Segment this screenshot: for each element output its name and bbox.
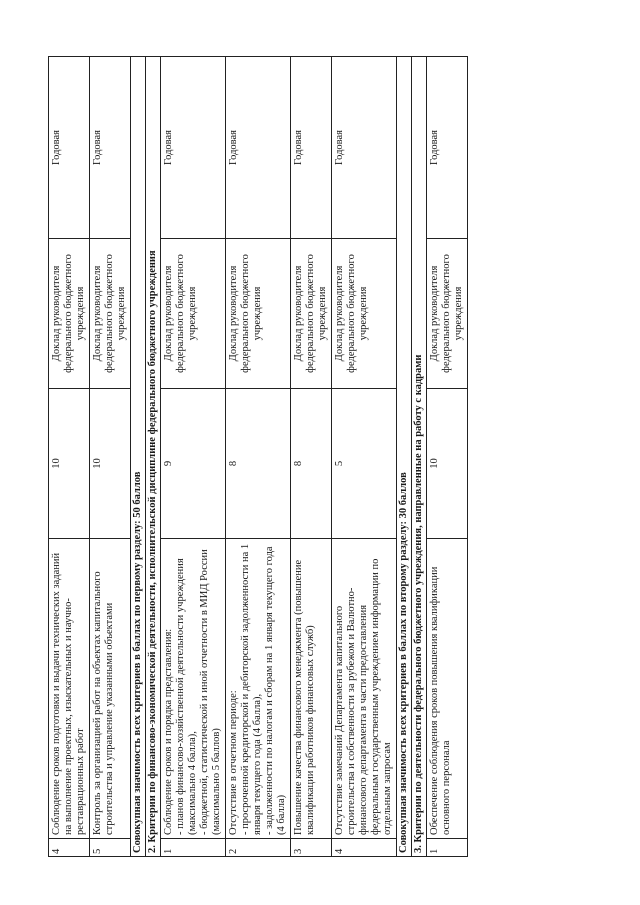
report-source: Доклад руководителя федерального бюджетного учреждения: [226, 239, 291, 389]
criterion-line: Отсутствие в отчетном периоде:: [228, 690, 239, 835]
criterion-text: [291, 539, 332, 839]
criterion-row: [161, 57, 226, 857]
criterion-text: [161, 539, 226, 839]
report-source: Доклад руководителя федерального бюджетного учреждения: [291, 239, 332, 389]
criterion-row: [90, 57, 131, 857]
row-number: 1: [427, 839, 468, 857]
criterion-row: [427, 57, 468, 857]
criterion-text: [226, 539, 291, 839]
reporting-period: Годовая: [49, 57, 90, 239]
criterion-text: [427, 539, 468, 839]
criterion-row: [226, 57, 291, 857]
criterion-text: [90, 539, 131, 839]
report-source: Доклад руководителя федерального бюджетного учреждения: [332, 239, 397, 389]
criterion-row: [49, 57, 90, 857]
points-value: 10: [49, 389, 90, 539]
criterion-line: Соблюдение сроков подготовки и выдачи технических заданий на выполнение проектных, изыскательных и научно-реставрационных работ: [51, 552, 86, 835]
criterion-row: [291, 57, 332, 857]
report-source: Доклад руководителя федерального бюджетного учреждения: [427, 239, 468, 389]
reporting-period: Годовая: [226, 57, 291, 239]
criterion-line: - планов финансово-хозяйственной деятельности учреждения (максимально 4 балла),: [175, 558, 198, 835]
criterion-line: Обеспечение соблюдения сроков повышения квалификации основного персонала: [429, 566, 452, 835]
section-heading: Совокупная значимость всех критериев в баллах по второму разделу: 30 баллов: [397, 57, 412, 857]
criterion-line: Повышение качества финансового менеджмента (повышение квалификации работников финансовых служб): [293, 559, 316, 835]
row-number: 1: [161, 839, 226, 857]
criterion-line: - задолженности по налогам и сборам на 1 января текущего года (4 балла): [264, 546, 287, 835]
points-value: 9: [161, 389, 226, 539]
criteria-table-body: [49, 57, 468, 857]
row-number: 2: [226, 839, 291, 857]
row-number: 5: [90, 839, 131, 857]
section-row: [146, 57, 161, 857]
reporting-period: Годовая: [427, 57, 468, 239]
row-number: 3: [291, 839, 332, 857]
rotated-criteria-table-wrapper: [48, 57, 578, 857]
section-heading: 2. Критерии по финансово-экономической деятельности, исполнительской дисциплине федерального бюджетного учреждения: [146, 57, 161, 857]
reporting-period: Годовая: [332, 57, 397, 239]
report-source: Доклад руководителя федерального бюджетного учреждения: [49, 239, 90, 389]
row-number: 4: [49, 839, 90, 857]
reporting-period: Годовая: [291, 57, 332, 239]
row-number: 4: [332, 839, 397, 857]
points-value: 8: [226, 389, 291, 539]
section-row: [131, 57, 146, 857]
criterion-text: [49, 539, 90, 839]
criterion-line: Отсутствие замечаний Департамента капитального строительства и собственности за рубежом и Валютно-финансового департамента в части предоставления федеральным государственным учреждением информации по отдельным запросам: [334, 558, 393, 835]
section-row: [397, 57, 412, 857]
report-source: Доклад руководителя федерального бюджетного учреждения: [90, 239, 131, 389]
criterion-line: Контроль за организацией работ на объектах капитального строительства и управление указанными объектами: [92, 571, 115, 835]
reporting-period: Годовая: [161, 57, 226, 239]
criterion-text: [332, 539, 397, 839]
criterion-line: Соблюдение сроков и порядка представления:: [163, 628, 174, 835]
section-heading: 3. Критерии по деятельности федерального бюджетного учреждения, направленные на работу с кадрами: [412, 57, 427, 857]
section-heading: Совокупная значимость всех критериев в баллах по первому разделу: 50 баллов: [131, 57, 146, 857]
reporting-period: Годовая: [90, 57, 131, 239]
points-value: 10: [90, 389, 131, 539]
criterion-line: - бюджетной, статистической и иной отчетности в МИД России (максимально 5 баллов): [199, 549, 222, 835]
points-value: 10: [427, 389, 468, 539]
criterion-line: - просроченной кредиторской и дебиторской задолженности на 1 января текущего года (4 балла),: [240, 543, 263, 835]
section-row: [412, 57, 427, 857]
criteria-table: [48, 56, 468, 857]
criterion-row: [332, 57, 397, 857]
report-source: Доклад руководителя федерального бюджетного учреждения: [161, 239, 226, 389]
points-value: 8: [291, 389, 332, 539]
points-value: 5: [332, 389, 397, 539]
